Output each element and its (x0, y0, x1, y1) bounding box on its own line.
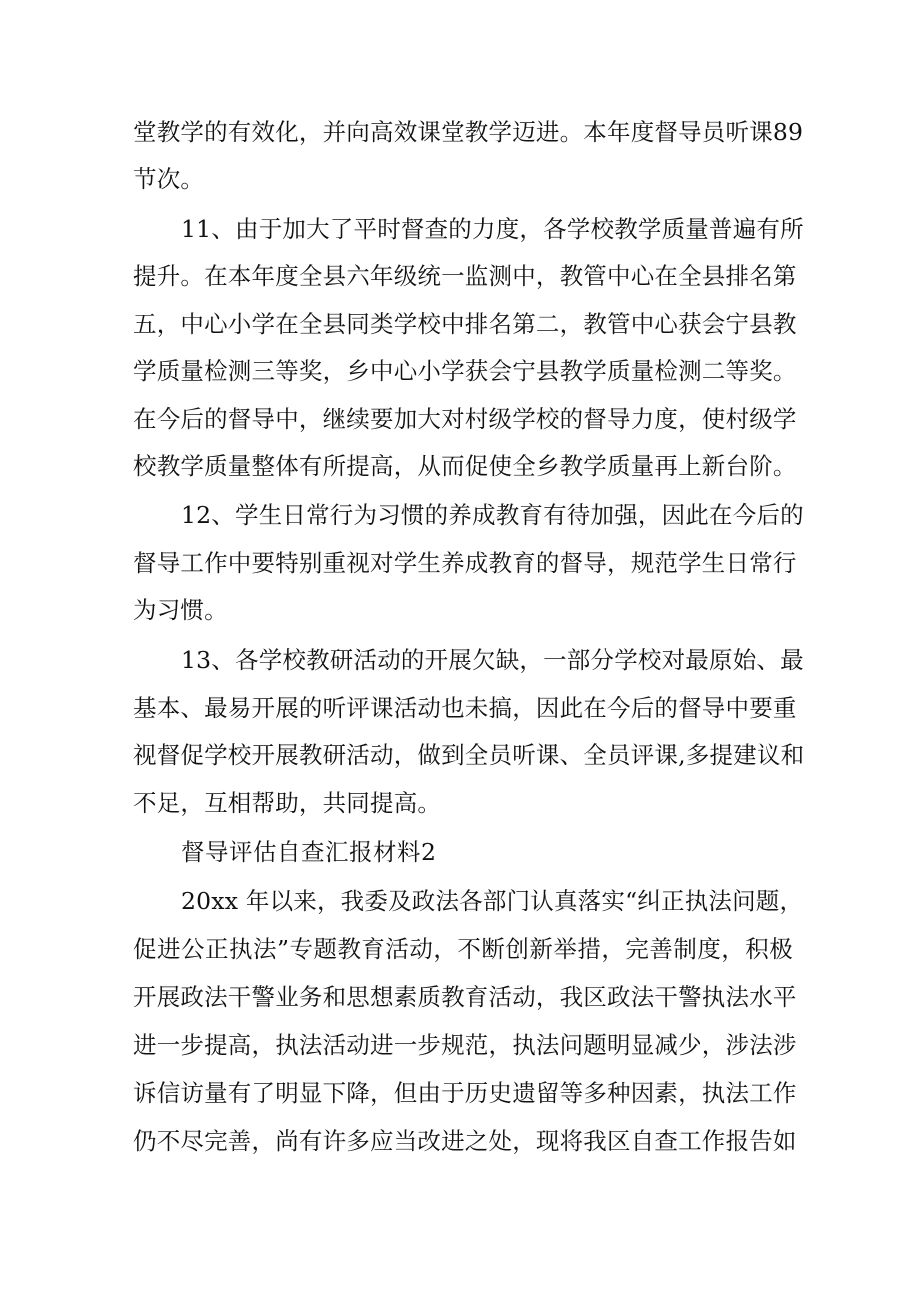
paragraph-line: 12、学生日常行为习惯的养成教育有待加强，因此在今后的 (181, 501, 804, 529)
paragraph-line: 进一步提高，执法活动进一步规范，执法问题明显减少，涉法涉 (133, 1031, 797, 1059)
paragraph-line: 仍不尽完善，尚有许多应当改进之处，现将我区自查工作报告如 (133, 1127, 797, 1155)
paragraph-line: 督导工作中要特别重视对学生养成教育的督导，规范学生日常行 (133, 549, 797, 577)
paragraph-line: 五，中心小学在全县同类学校中排名第二，教管中心获会宁县教 (133, 310, 797, 338)
paragraph-line: 为习惯。 (133, 596, 228, 624)
paragraph-line: 校教学质量整体有所提高，从而促使全乡教学质量再上新台阶。 (133, 452, 797, 480)
paragraph-line: 提升。在本年度全县六年级统一监测中，教管中心在全县排名第 (133, 262, 797, 290)
paragraph-line: 学质量检测三等奖，乡中心小学获会宁县教学质量检测二等奖。 (133, 357, 797, 385)
paragraph-line: 开展政法干警业务和思想素质教育活动，我区政法干警执法水平 (133, 983, 797, 1011)
paragraph-line: 基本、最易开展的听评课活动也未搞，因此在今后的督导中要重 (133, 694, 797, 722)
paragraph-line: 诉信访量有了明显下降，但由于历史遗留等多种因素，执法工作 (133, 1079, 797, 1107)
paragraph-line: 20xx 年以来，我委及政法各部门认真落实“纠正执法问题， (181, 887, 804, 915)
paragraph-line: 视督促学校开展教研活动，做到全员听课、全员评课,多提建议和 (133, 741, 805, 769)
paragraph-line: 13、各学校教研活动的开展欠缺，一部分学校对最原始、最 (181, 646, 804, 674)
paragraph-line: 堂教学的有效化，并向高效课堂教学迈进。本年度督导员听课89 (133, 118, 804, 146)
paragraph-line: 节次。 (133, 165, 205, 193)
paragraph-line: 促进公正执法”专题教育活动，不断创新举措，完善制度，积极 (133, 935, 793, 963)
paragraph-line: 不足，互相帮助，共同提高。 (133, 789, 442, 817)
paragraph-line: 11、由于加大了平时督查的力度，各学校教学质量普遍有所 (181, 215, 804, 243)
section-heading: 督导评估自查汇报材料2 (181, 838, 437, 866)
paragraph-line: 在今后的督导中，继续要加大对村级学校的督导力度，使村级学 (133, 405, 797, 433)
